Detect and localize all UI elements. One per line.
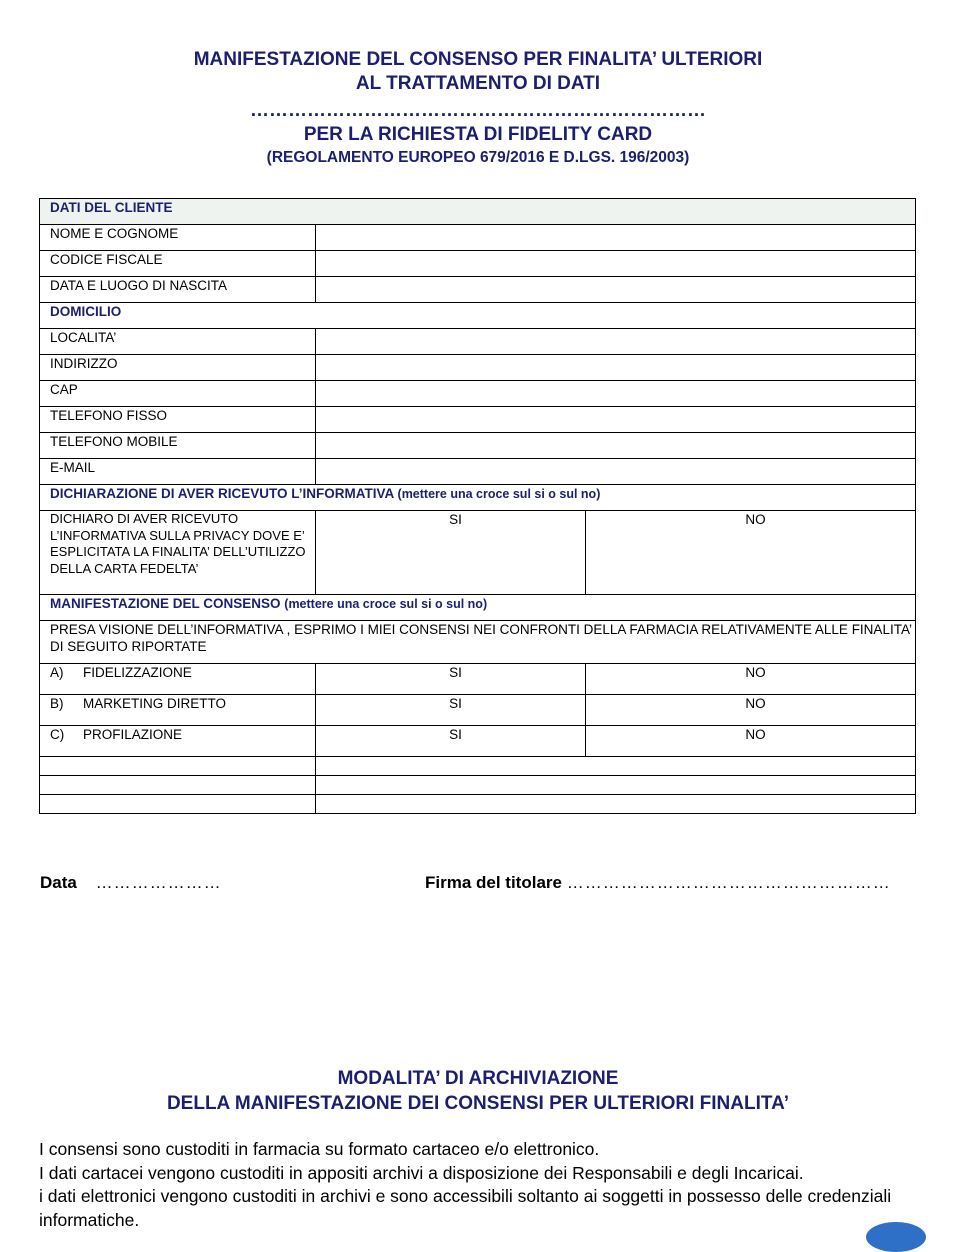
field-label-nome: NOME E COGNOME	[40, 225, 316, 251]
fidelizzazione-yes-box[interactable]: SI	[316, 664, 586, 695]
archive-title-line1: MODALITA’ DI ARCHIVIAZIONE	[337, 1068, 619, 1089]
field-input-codice-fiscale[interactable]	[316, 251, 916, 277]
document-title-line2: AL TRATTAMENTO DI DATI	[355, 73, 601, 94]
signature-field[interactable]	[425, 873, 891, 893]
empty-cell	[40, 776, 316, 795]
instruction-note: (mettere una croce sul si o sul no)	[397, 487, 601, 501]
field-input-nascita[interactable]	[316, 277, 916, 303]
option-marketing	[40, 695, 316, 726]
field-label-email: E-MAIL	[40, 459, 316, 485]
section-header-domicilio: DOMICILIO	[40, 303, 916, 329]
archive-line: I consensi sono custoditi in farmacia su formato cartaceo e/o elettronico.	[39, 1139, 600, 1159]
field-label-cap: CAP	[40, 381, 316, 407]
option-label: FIDELIZZAZIONE	[83, 665, 192, 680]
declaration-no-box[interactable]: NO	[586, 511, 916, 595]
option-fidelizzazione	[40, 664, 316, 695]
profilazione-yes-box[interactable]: SI	[316, 726, 586, 757]
section-title-dichiarazione: DICHIARAZIONE DI AVER RICEVUTO L’INFORMATIVA	[50, 486, 394, 501]
consent-form-table	[39, 198, 916, 814]
date-dotted-line: …………………	[95, 873, 222, 892]
field-label-telefono-fisso: TELEFONO FISSO	[40, 407, 316, 433]
option-label: PROFILAZIONE	[83, 727, 183, 742]
fidelizzazione-no-box[interactable]: NO	[586, 664, 916, 695]
empty-cell	[316, 795, 916, 814]
consent-statement: PRESA VISIONE DELL’INFORMATIVA , ESPRIMO I MIEI CONSENSI NEI CONFRONTI DELLA FARMACIA RELATIVAMENTE ALLE FINALITA’ DI SEGUITO RIPORTATE	[40, 621, 916, 664]
field-input-email[interactable]	[316, 459, 916, 485]
document-title-line1: MANIFESTAZIONE DEL CONSENSO PER FINALITA’ ULTERIORI	[193, 49, 763, 70]
field-label-codice-fiscale: CODICE FISCALE	[40, 251, 316, 277]
field-input-nome[interactable]	[316, 225, 916, 251]
declaration-yes-box[interactable]: SI	[316, 511, 586, 595]
archive-line: I dati cartacei vengono custoditi in appositi archivi a disposizione dei Responsabili e degli Incaricai.	[39, 1162, 804, 1183]
field-input-telefono-fisso[interactable]	[316, 407, 916, 433]
date-field[interactable]	[40, 873, 222, 893]
section-header-cliente: DATI DEL CLIENTE	[40, 199, 916, 225]
empty-cell	[316, 757, 916, 776]
marketing-yes-box[interactable]: SI	[316, 695, 586, 726]
field-input-cap[interactable]	[316, 381, 916, 407]
corner-logo-fragment	[866, 1222, 926, 1252]
field-input-indirizzo[interactable]	[316, 355, 916, 381]
document-title-line3: PER LA RICHIESTA DI FIDELITY CARD	[303, 124, 653, 145]
field-label-nascita: DATA E LUOGO DI NASCITA	[40, 277, 316, 303]
signature-label: Firma del titolare	[425, 873, 562, 892]
section-header-consenso	[40, 595, 916, 621]
option-letter: C)	[50, 727, 65, 742]
profilazione-no-box[interactable]: NO	[586, 726, 916, 757]
instruction-note: (mettere una croce sul si o sul no)	[284, 597, 488, 611]
section-header-dichiarazione	[40, 485, 916, 511]
archive-title-line2: DELLA MANIFESTAZIONE DEI CONSENSI PER ULTERIORI FINALITA’	[166, 1093, 790, 1114]
option-letter: B)	[50, 696, 64, 711]
option-profilazione	[40, 726, 316, 757]
field-label-telefono-mobile: TELEFONO MOBILE	[40, 433, 316, 459]
signature-dotted-line: ………………………………………………	[566, 873, 891, 892]
date-label: Data	[40, 873, 77, 892]
archive-line: i dati elettronici vengono custoditi in archivi e sono accessibili soltanto ai soggetti in possesso delle credenziali informatiche.	[39, 1186, 892, 1230]
empty-cell	[316, 776, 916, 795]
section-title-consenso: MANIFESTAZIONE DEL CONSENSO	[50, 596, 281, 611]
archive-description	[39, 1138, 919, 1232]
field-input-localita[interactable]	[316, 329, 916, 355]
field-label-localita: LOCALITA’	[40, 329, 316, 355]
field-input-telefono-mobile[interactable]	[316, 433, 916, 459]
option-label: MARKETING DIRETTO	[83, 696, 227, 711]
empty-cell	[40, 757, 316, 776]
regulation-reference: (REGOLAMENTO EUROPEO 679/2016 E D.LGS. 196/2003)	[266, 149, 690, 166]
marketing-no-box[interactable]: NO	[586, 695, 916, 726]
declaration-text: DICHIARO DI AVER RICEVUTO L’INFORMATIVA SULLA PRIVACY DOVE E’ ESPLICITATA LA FINALITA’ DELL’UTILIZZO DELLA CARTA FEDELTA’	[40, 511, 316, 595]
empty-cell	[40, 795, 316, 814]
field-label-indirizzo: INDIRIZZO	[40, 355, 316, 381]
title-dotted-separator: ………………………………………………………………	[250, 100, 706, 121]
option-letter: A)	[50, 665, 64, 680]
